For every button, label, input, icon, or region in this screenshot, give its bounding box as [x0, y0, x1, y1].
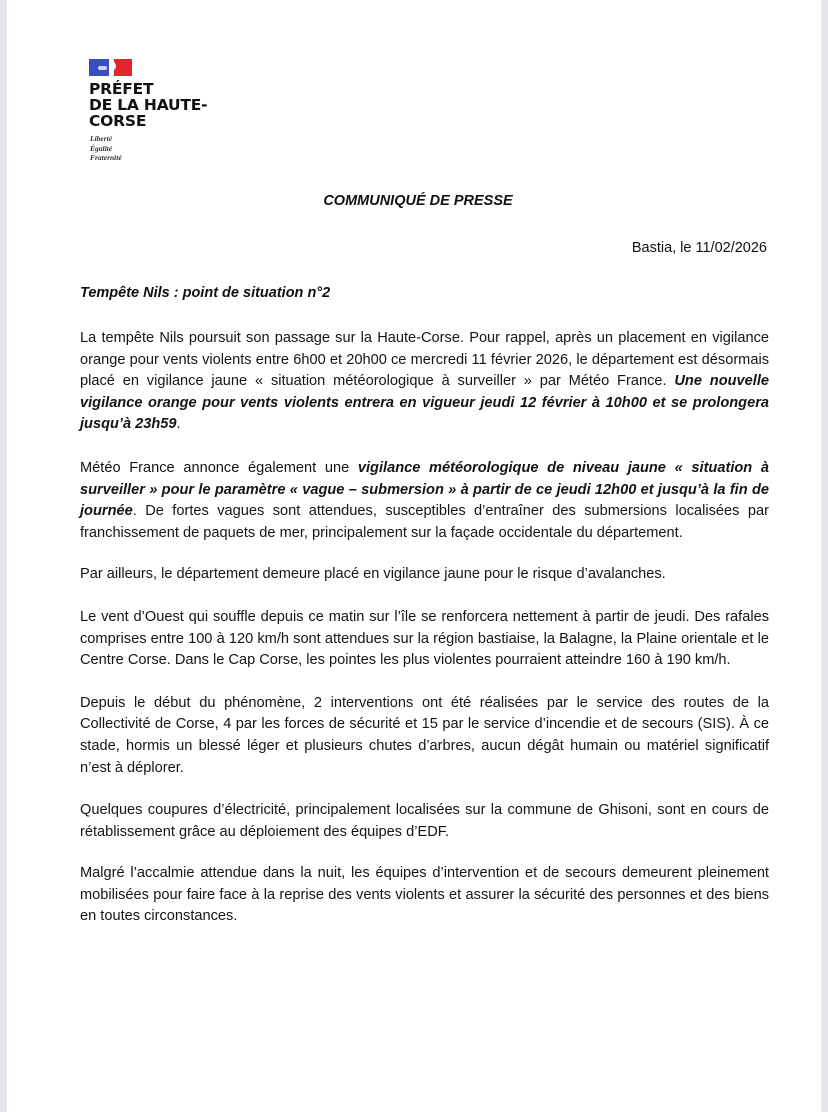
paragraph-text: Le vent d’Ouest qui souffle depuis ce matin sur l’île se renforcera nettement à partir de jeudi. Des rafales comprises entre 100 à 120 km/h sont attendues sur la région bastiaise, la Balagne, la Plaine orientale et le Centre Corse. Dans le Cap Corse, les pointes les plus violentes pourraient atteindre 160 à 190 km/h. — [80, 608, 769, 669]
logo-title — [84, 81, 234, 129]
paragraph-text: Depuis le début du phénomène, 2 interventions ont été réalisées par le service des routes de la Collectivité de Corse, 4 par les forces de sécurité et 15 par le service d’incendie et de secours (SIS). À ce stade, hormis un blessé léger et plusieurs chutes d’arbres, aucun dégât humain ou matériel significatif n’est à déplorer. — [80, 694, 769, 776]
logo-title-line: DE LA HAUTE- — [89, 96, 208, 114]
paragraph — [80, 863, 769, 928]
place-and-date: Bastia, le 11/02/2026 — [631, 240, 767, 256]
motto-line: Égalité — [90, 143, 113, 153]
press-release-heading: Tempête Nils : point de situation n°2 — [80, 285, 331, 301]
document-page — [6, 0, 822, 1112]
paragraph-text: Météo France annonce également une — [80, 459, 358, 476]
flag-red-block — [114, 59, 132, 76]
paragraph-text: Quelques coupures d’électricité, principalement localisées sur la commune de Ghisoni, sont en cours de rétablissement grâce au déploiement des équipes d’EDF. — [80, 802, 769, 840]
document-type-title: COMMUNIQUÉ DE PRESSE — [323, 193, 513, 209]
emphasized-text: vigilance météorologique de niveau jaune « situation à surveiller » pour le paramètre « vague – submersion » à partir de ce jeudi 12h00 et jusqu’à la fin de journée — [80, 459, 770, 520]
flag-blue-block — [89, 59, 109, 76]
paragraph — [80, 458, 769, 544]
emphasized-text: Une nouvelle vigilance orange pour vents violents entrera en vigueur jeudi 12 février à 10h00 et se prolongera jusqu’à 23h59 — [80, 373, 770, 433]
motto-line: Fraternité — [90, 153, 122, 162]
logo-title-line: CORSE — [89, 112, 147, 130]
marianne-flag-icon — [89, 59, 234, 77]
paragraph-text: Malgré l’accalmie attendue dans la nuit, les équipes d’intervention et de secours demeurent pleinement mobilisées pour faire face à la reprise des vents violents et assurer la sécurité des personnes et des biens en toutes circonstances. — [80, 865, 769, 925]
press-release-body — [80, 328, 769, 950]
paragraph-text: La tempête Nils poursuit son passage sur la Haute-Corse. Pour rappel, après un placement en vigilance orange pour vents violents entre 6h00 et 20h00 ce mercredi 11 février 2026, le département est désormais placé en vigilance jaune « situation météorologique à surveiller » par Météo France. — [80, 330, 769, 390]
paragraph-text: . — [176, 416, 181, 433]
paragraph-text: Par ailleurs, le département demeure placé en vigilance jaune pour le risque d’avalanches. — [80, 566, 666, 583]
logo-title-line: PRÉFET — [89, 80, 154, 98]
paragraph — [80, 800, 769, 843]
paragraph — [80, 328, 769, 436]
motto-line: Liberté — [90, 134, 113, 143]
paragraph-text: . De fortes vagues sont attendues, susceptibles d’entraîner des submersions localisées par franchissement de paquets de mer, principalement sur la façade occidentale du département. — [80, 503, 769, 541]
republic-motto — [84, 134, 234, 163]
paragraph — [80, 564, 769, 586]
paragraph — [80, 693, 769, 779]
paragraph — [80, 607, 769, 672]
prefecture-logo — [84, 59, 234, 163]
